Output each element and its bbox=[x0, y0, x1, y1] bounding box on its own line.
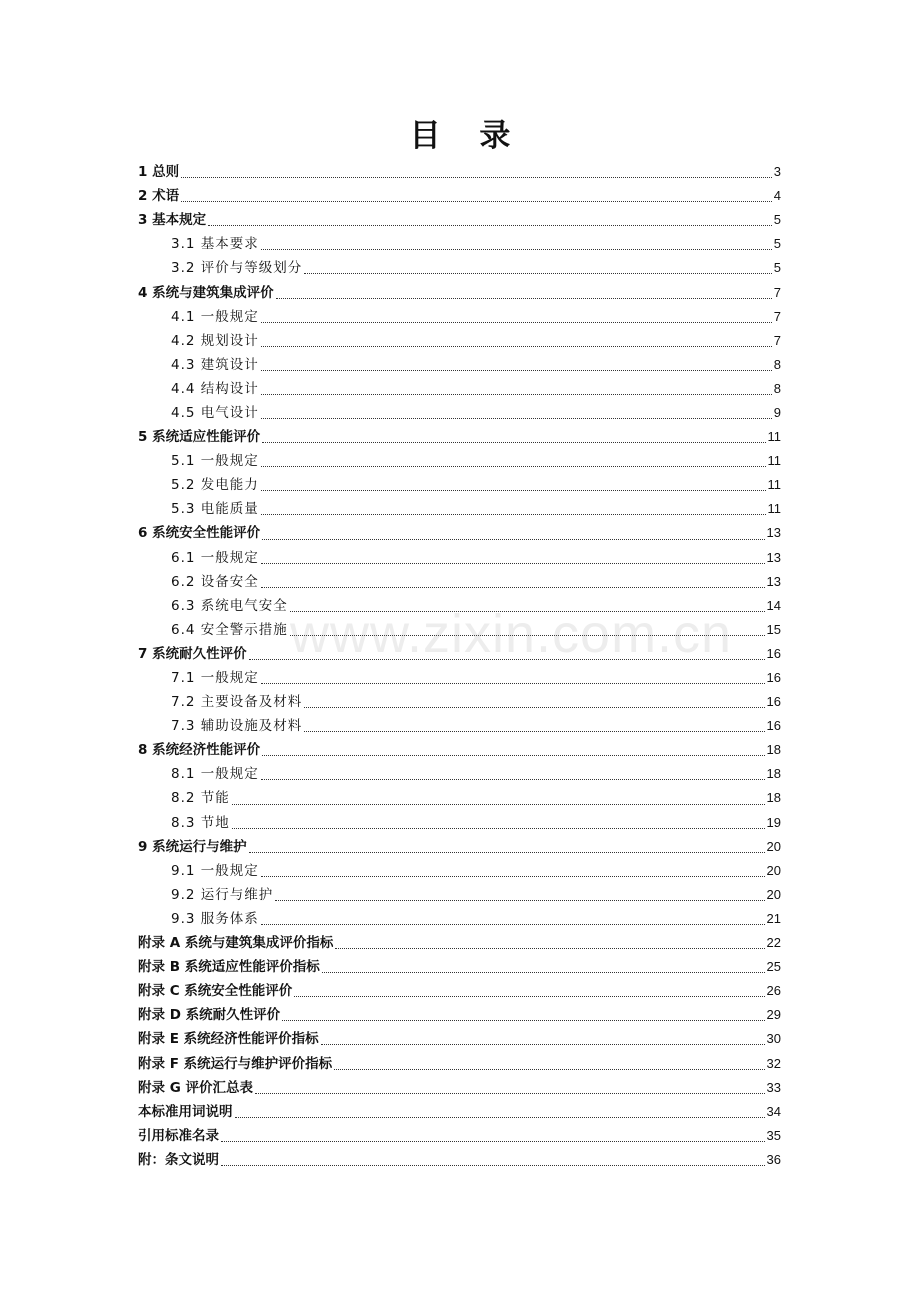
toc-dot-leader bbox=[275, 900, 764, 901]
toc-dot-leader bbox=[261, 249, 772, 250]
toc-dot-leader bbox=[321, 1044, 765, 1045]
toc-dot-leader bbox=[304, 707, 764, 708]
toc-chapter-entry[interactable] bbox=[138, 160, 781, 184]
page-title: 目 录 bbox=[409, 118, 525, 154]
toc-page-number: 16 bbox=[766, 718, 781, 734]
toc-entry-label: 8.1 一般规定 bbox=[171, 766, 259, 783]
toc-dot-leader bbox=[335, 948, 764, 949]
toc-entry-label: 1 总则 bbox=[138, 164, 180, 181]
toc-dot-leader bbox=[261, 394, 772, 395]
toc-entry-label: 6 系统安全性能评价 bbox=[138, 525, 261, 542]
toc-dot-leader bbox=[221, 1141, 765, 1142]
toc-page-number: 14 bbox=[766, 597, 781, 613]
toc-page-number: 7 bbox=[773, 284, 781, 300]
toc-entry-label: 4.5 电气设计 bbox=[171, 404, 259, 421]
toc-section-entry[interactable] bbox=[138, 714, 781, 738]
toc-page-number: 11 bbox=[767, 429, 781, 445]
toc-section-entry[interactable] bbox=[138, 329, 781, 353]
toc-dot-leader bbox=[208, 225, 772, 226]
toc-dot-leader bbox=[261, 418, 772, 419]
toc-entry-label: 7.1 一般规定 bbox=[171, 670, 259, 687]
toc-section-entry[interactable] bbox=[138, 546, 781, 570]
toc-chapter-entry[interactable] bbox=[138, 931, 781, 955]
watermark: www.zixin.com.cn bbox=[290, 604, 733, 664]
toc-section-entry[interactable] bbox=[138, 859, 781, 883]
toc-entry-label: 附录 B 系统适应性能评价指标 bbox=[138, 959, 320, 976]
toc-page-number: 26 bbox=[766, 983, 781, 999]
toc-page-number: 20 bbox=[766, 838, 781, 854]
toc-page-number: 5 bbox=[773, 212, 781, 228]
toc-chapter-entry[interactable] bbox=[138, 1051, 781, 1075]
toc-page-number: 19 bbox=[766, 814, 781, 830]
toc-chapter-entry[interactable] bbox=[138, 1148, 781, 1172]
toc-dot-leader bbox=[261, 346, 772, 347]
toc-entry-label: 5.2 发电能力 bbox=[171, 477, 259, 494]
toc-page-number: 20 bbox=[766, 862, 781, 878]
toc-page-number: 13 bbox=[766, 525, 781, 541]
toc-dot-leader bbox=[261, 587, 765, 588]
toc-page-number: 16 bbox=[766, 670, 781, 686]
toc-page-number: 21 bbox=[766, 910, 781, 926]
toc-section-entry[interactable] bbox=[138, 232, 781, 256]
toc-entry-label: 9.1 一般规定 bbox=[171, 862, 259, 879]
toc-dot-leader bbox=[322, 972, 765, 973]
toc-chapter-entry[interactable] bbox=[138, 521, 781, 545]
toc-dot-leader bbox=[221, 1165, 765, 1166]
toc-dot-leader bbox=[262, 539, 764, 540]
toc-dot-leader bbox=[249, 659, 765, 660]
toc-section-entry[interactable] bbox=[138, 305, 781, 329]
toc-entry-label: 7.2 主要设备及材料 bbox=[171, 694, 303, 711]
toc-page-number: 30 bbox=[766, 1031, 781, 1047]
toc-page-number: 13 bbox=[766, 573, 781, 589]
toc-section-entry[interactable] bbox=[138, 497, 781, 521]
toc-dot-leader bbox=[261, 514, 766, 515]
toc-section-entry[interactable] bbox=[138, 786, 781, 810]
toc-dot-leader bbox=[290, 611, 765, 612]
toc-dot-leader bbox=[282, 1020, 764, 1021]
toc-section-entry[interactable] bbox=[138, 570, 781, 594]
table-of-contents bbox=[138, 160, 781, 1172]
toc-dot-leader bbox=[232, 804, 765, 805]
toc-dot-leader bbox=[261, 370, 772, 371]
toc-section-entry[interactable] bbox=[138, 811, 781, 835]
toc-entry-label: 2 术语 bbox=[138, 188, 180, 205]
toc-dot-leader bbox=[261, 563, 765, 564]
toc-dot-leader bbox=[181, 201, 772, 202]
toc-entry-label: 7 系统耐久性评价 bbox=[138, 645, 247, 662]
toc-entry-label: 5.1 一般规定 bbox=[171, 453, 259, 470]
toc-dot-leader bbox=[261, 466, 766, 467]
toc-page-number: 20 bbox=[766, 886, 781, 902]
toc-dot-leader bbox=[261, 779, 765, 780]
toc-entry-label: 7.3 辅助设施及材料 bbox=[171, 718, 303, 735]
toc-entry-label: 附录 E 系统经济性能评价指标 bbox=[138, 1031, 319, 1048]
toc-page-number: 36 bbox=[766, 1151, 781, 1167]
toc-dot-leader bbox=[294, 996, 764, 997]
toc-chapter-entry[interactable] bbox=[138, 738, 781, 762]
toc-section-entry[interactable] bbox=[138, 883, 781, 907]
toc-entry-label: 6.2 设备安全 bbox=[171, 573, 259, 590]
toc-page-number: 8 bbox=[773, 380, 781, 396]
toc-page-number: 34 bbox=[766, 1103, 781, 1119]
toc-chapter-entry[interactable] bbox=[138, 979, 781, 1003]
toc-entry-label: 6.4 安全警示措施 bbox=[171, 621, 288, 638]
toc-page-number: 18 bbox=[766, 790, 781, 806]
toc-dot-leader bbox=[249, 852, 765, 853]
toc-page-number: 16 bbox=[766, 694, 781, 710]
toc-page-number: 32 bbox=[766, 1055, 781, 1071]
toc-entry-label: 9.2 运行与维护 bbox=[171, 886, 274, 903]
toc-entry-label: 本标准用词说明 bbox=[138, 1103, 233, 1120]
toc-entry-label: 4.1 一般规定 bbox=[171, 308, 259, 325]
toc-dot-leader bbox=[261, 490, 766, 491]
toc-entry-label: 5.3 电能质量 bbox=[171, 501, 259, 518]
toc-entry-label: 附录 D 系统耐久性评价 bbox=[138, 1007, 281, 1024]
toc-section-entry[interactable] bbox=[138, 473, 781, 497]
toc-entry-label: 5 系统适应性能评价 bbox=[138, 429, 261, 446]
toc-section-entry[interactable] bbox=[138, 690, 781, 714]
toc-page-number: 16 bbox=[766, 645, 781, 661]
toc-page-number: 4 bbox=[773, 188, 781, 204]
toc-entry-label: 附录 C 系统安全性能评价 bbox=[138, 983, 293, 1000]
toc-entry-label: 附：条文说明 bbox=[138, 1151, 219, 1168]
toc-page-number: 22 bbox=[766, 935, 781, 951]
toc-chapter-entry[interactable] bbox=[138, 1076, 781, 1100]
toc-page-number: 25 bbox=[766, 959, 781, 975]
toc-chapter-entry[interactable] bbox=[138, 1124, 781, 1148]
toc-section-entry[interactable] bbox=[138, 594, 781, 618]
toc-dot-leader bbox=[304, 731, 764, 732]
toc-dot-leader bbox=[261, 924, 765, 925]
toc-page-number: 7 bbox=[773, 308, 781, 324]
toc-chapter-entry[interactable] bbox=[138, 1100, 781, 1124]
toc-section-entry[interactable] bbox=[138, 377, 781, 401]
toc-page-number: 33 bbox=[766, 1079, 781, 1095]
toc-page-number: 15 bbox=[766, 621, 781, 637]
toc-entry-label: 4 系统与建筑集成评价 bbox=[138, 284, 274, 301]
toc-entry-label: 附录 F 系统运行与维护评价指标 bbox=[138, 1055, 333, 1072]
toc-entry-label: 9.3 服务体系 bbox=[171, 910, 259, 927]
toc-dot-leader bbox=[181, 177, 772, 178]
toc-page-number: 5 bbox=[773, 260, 781, 276]
toc-chapter-entry[interactable] bbox=[138, 184, 781, 208]
toc-chapter-entry[interactable] bbox=[138, 1027, 781, 1051]
toc-entry-label: 4.4 结构设计 bbox=[171, 380, 259, 397]
toc-chapter-entry[interactable] bbox=[138, 955, 781, 979]
toc-entry-label: 3.1 基本要求 bbox=[171, 236, 259, 253]
toc-dot-leader bbox=[261, 683, 765, 684]
toc-entry-label: 9 系统运行与维护 bbox=[138, 838, 247, 855]
toc-chapter-entry[interactable] bbox=[138, 425, 781, 449]
toc-section-entry[interactable] bbox=[138, 401, 781, 425]
toc-dot-leader bbox=[334, 1069, 764, 1070]
toc-dot-leader bbox=[261, 876, 765, 877]
toc-chapter-entry[interactable] bbox=[138, 208, 781, 232]
toc-entry-label: 4.2 规划设计 bbox=[171, 332, 259, 349]
toc-entry-label: 3 基本规定 bbox=[138, 212, 207, 229]
toc-page-number: 11 bbox=[767, 453, 781, 469]
toc-section-entry[interactable] bbox=[138, 618, 781, 642]
toc-page-number: 5 bbox=[773, 236, 781, 252]
toc-entry-label: 附录 G 评价汇总表 bbox=[138, 1079, 253, 1096]
toc-page-number: 35 bbox=[766, 1127, 781, 1143]
toc-entry-label: 4.3 建筑设计 bbox=[171, 356, 259, 373]
toc-dot-leader bbox=[235, 1117, 765, 1118]
toc-section-entry[interactable] bbox=[138, 666, 781, 690]
toc-dot-leader bbox=[262, 442, 765, 443]
toc-section-entry[interactable] bbox=[138, 907, 781, 931]
toc-chapter-entry[interactable] bbox=[138, 280, 781, 304]
toc-page-number: 18 bbox=[766, 742, 781, 758]
toc-entry-label: 8 系统经济性能评价 bbox=[138, 742, 261, 759]
toc-section-entry[interactable] bbox=[138, 353, 781, 377]
toc-chapter-entry[interactable] bbox=[138, 1003, 781, 1027]
toc-page-number: 9 bbox=[773, 404, 781, 420]
toc-page-number: 11 bbox=[767, 477, 781, 493]
toc-entry-label: 3.2 评价与等级划分 bbox=[171, 260, 303, 277]
toc-dot-leader bbox=[232, 828, 765, 829]
toc-page-number: 29 bbox=[766, 1007, 781, 1023]
toc-section-entry[interactable] bbox=[138, 449, 781, 473]
toc-entry-label: 6.3 系统电气安全 bbox=[171, 597, 288, 614]
toc-dot-leader bbox=[304, 273, 772, 274]
toc-page-number: 11 bbox=[767, 501, 781, 517]
toc-dot-leader bbox=[276, 298, 772, 299]
toc-page-number: 7 bbox=[773, 332, 781, 348]
toc-section-entry[interactable] bbox=[138, 762, 781, 786]
toc-page-number: 3 bbox=[773, 164, 781, 180]
toc-entry-label: 引用标准名录 bbox=[138, 1127, 219, 1144]
toc-entry-label: 8.3 节地 bbox=[171, 814, 230, 831]
toc-page-number: 18 bbox=[766, 766, 781, 782]
toc-page-number: 13 bbox=[766, 549, 781, 565]
toc-dot-leader bbox=[290, 635, 765, 636]
toc-dot-leader bbox=[262, 755, 764, 756]
toc-page-number: 8 bbox=[773, 356, 781, 372]
toc-chapter-entry[interactable] bbox=[138, 642, 781, 666]
toc-dot-leader bbox=[255, 1093, 765, 1094]
toc-entry-label: 6.1 一般规定 bbox=[171, 549, 259, 566]
toc-dot-leader bbox=[261, 322, 772, 323]
toc-section-entry[interactable] bbox=[138, 256, 781, 280]
toc-chapter-entry[interactable] bbox=[138, 835, 781, 859]
toc-entry-label: 8.2 节能 bbox=[171, 790, 230, 807]
toc-entry-label: 附录 A 系统与建筑集成评价指标 bbox=[138, 935, 334, 952]
